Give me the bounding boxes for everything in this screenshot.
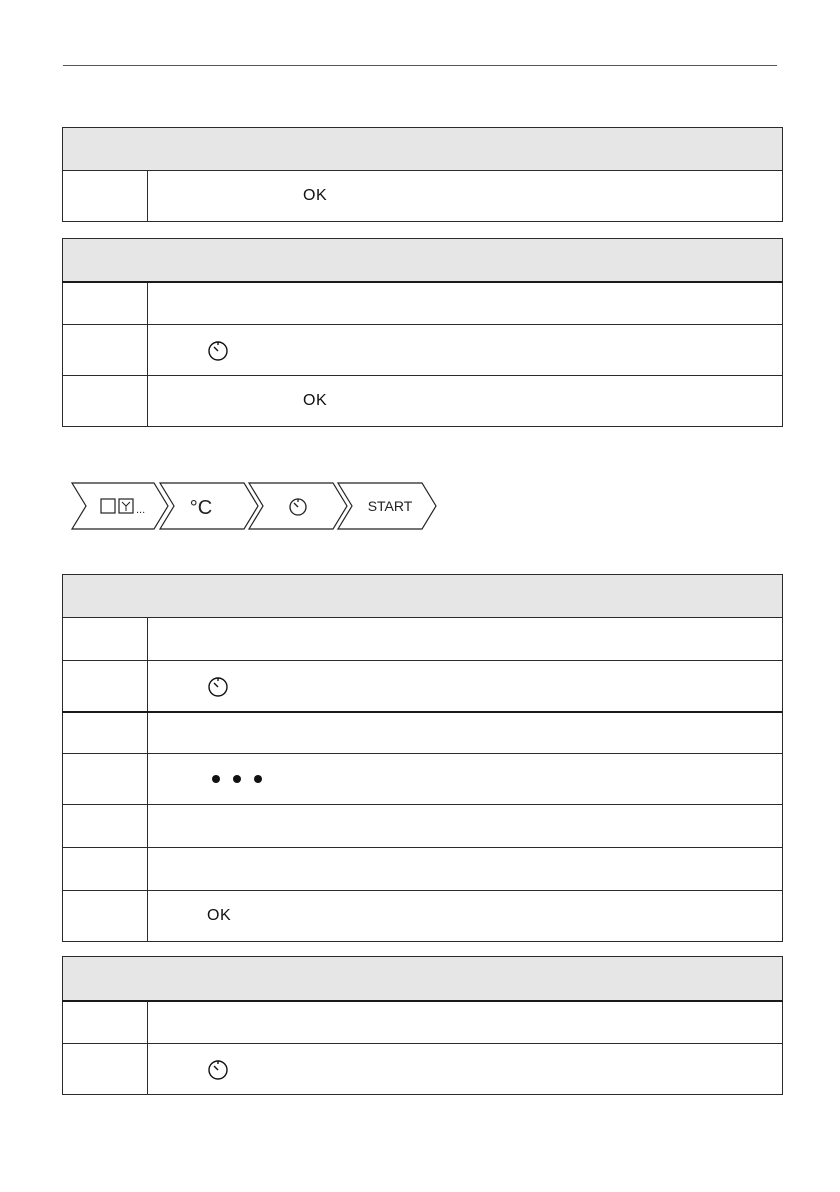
step-number [63, 171, 148, 222]
ok-icon: OK [303, 392, 328, 409]
steps-table-2 [62, 238, 783, 427]
table-row [63, 376, 783, 427]
flow-step-temperature [160, 483, 258, 529]
flow-step-mode [72, 483, 168, 529]
step-number [63, 325, 148, 376]
table-row [63, 661, 783, 712]
step-number [63, 712, 148, 754]
ok-icon: OK [303, 187, 328, 204]
step-text [148, 712, 783, 754]
step-text [148, 618, 783, 661]
step-text [148, 171, 783, 222]
step-number [63, 282, 148, 325]
step-number [63, 1001, 148, 1044]
timer-icon [207, 675, 229, 697]
table-header [63, 575, 783, 618]
ok-icon: OK [207, 907, 232, 924]
table-row [63, 282, 783, 325]
steps-table-1 [62, 127, 783, 222]
flow-step-mode-label: ... [136, 504, 146, 516]
table-header [63, 957, 783, 1001]
top-rule [63, 65, 777, 66]
table-header [63, 128, 783, 171]
step-text [148, 805, 783, 848]
steps-table-3 [62, 574, 783, 942]
table-row [63, 712, 783, 754]
step-text [148, 661, 783, 712]
step-number [63, 1044, 148, 1095]
three-dots-icon [210, 773, 264, 785]
step-number [63, 754, 148, 805]
step-number [63, 848, 148, 891]
table-header [63, 239, 783, 282]
program-flow-diagram [70, 481, 440, 531]
step-text [148, 848, 783, 891]
table-row [63, 754, 783, 805]
step-number [63, 376, 148, 427]
step-text [148, 325, 783, 376]
table-row [63, 171, 783, 222]
table-row [63, 891, 783, 942]
table-row [63, 618, 783, 661]
step-number [63, 805, 148, 848]
step-number [63, 618, 148, 661]
table-row [63, 805, 783, 848]
timer-icon [207, 339, 229, 361]
celsius-icon: °C [189, 497, 213, 519]
flow-step-start [338, 483, 436, 529]
step-text [148, 282, 783, 325]
flow-step-timer [249, 483, 347, 529]
step-text [148, 376, 783, 427]
step-number [63, 661, 148, 712]
table-row [63, 848, 783, 891]
step-text [148, 1001, 783, 1044]
step-text [148, 754, 783, 805]
table-row [63, 1001, 783, 1044]
start-label: START [367, 498, 413, 514]
timer-icon [207, 1058, 229, 1080]
table-row [63, 1044, 783, 1095]
step-text [148, 891, 783, 942]
table-row [63, 325, 783, 376]
step-text [148, 1044, 783, 1095]
steps-table-4 [62, 956, 783, 1095]
step-number [63, 891, 148, 942]
